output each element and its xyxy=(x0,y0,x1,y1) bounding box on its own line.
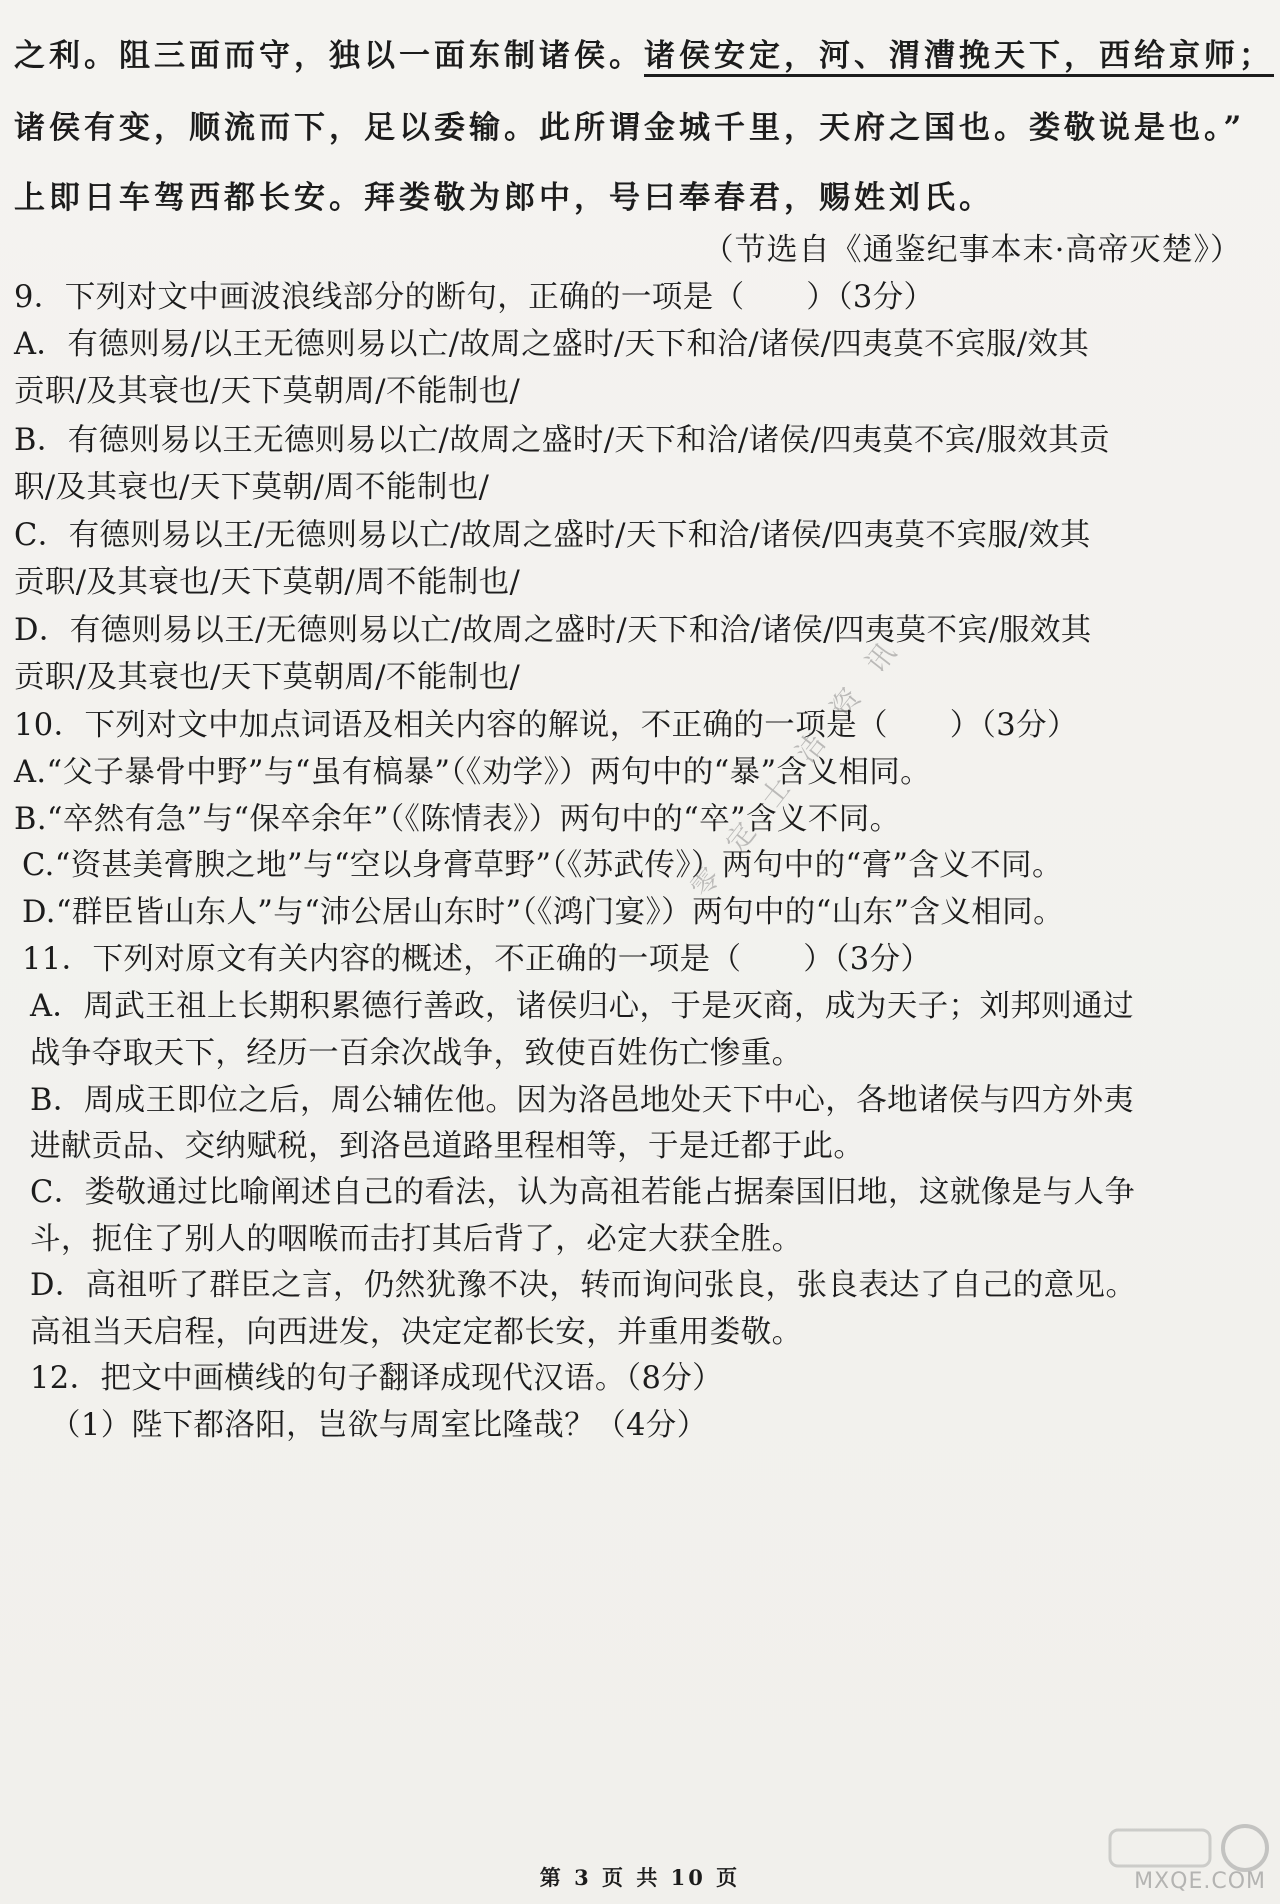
q11-option-b-line-1: B．周成王即位之后，周公辅佐他。因为洛邑地处天下中心，各地诸侯与四方外夷 xyxy=(30,1083,1135,1118)
q11-stem: 11．下列对原文有关内容的概述，不正确的一项是（ ）（3分） xyxy=(22,942,932,977)
q9-option-a-line-1: A．有德则易/以王无德则易以亡/故周之盛时/天下和洽/诸侯/四夷莫不宾服/效其 xyxy=(14,327,1090,362)
q10-option-c: C.“资甚美膏腴之地”与“空以身膏草野”（《苏武传》）两句中的“膏”含义不同。 xyxy=(22,848,1063,883)
q12-sub-1: （1）陛下都洛阳，岂欲与周室比隆哉？（4分） xyxy=(50,1408,708,1443)
q11-option-b-line-2: 进献贡品、交纳赋税，到洛邑道路里程相等，于是迁都于此。 xyxy=(30,1129,865,1164)
q11-option-d-line-1: D．高祖听了群臣之言，仍然犹豫不决，转而询问张良，张良表达了自己的意见。 xyxy=(30,1268,1137,1303)
q11-option-c-line-2: 斗，扼住了别人的咽喉而击打其后背了，必定大获全胜。 xyxy=(30,1222,803,1257)
q9-option-d-line-1: D．有德则易以王/无德则易以亡/故周之盛时/天下和洽/诸侯/四夷莫不宾/服效其 xyxy=(14,613,1092,648)
passage-line-3: 上即日车驾西都长安。拜娄敬为郎中，号曰奉春君，赐姓刘氏。 xyxy=(14,180,994,216)
q9-stem: 9．下列对文中画波浪线部分的断句，正确的一项是（ ）（3分） xyxy=(14,280,935,315)
q10-option-d: D.“群臣皆山东人”与“沛公居山东时”（《鸿门宴》）两句中的“山东”含义相同。 xyxy=(22,895,1064,930)
passage-line-1 xyxy=(14,36,1274,76)
q9-option-d-line-2: 贡职/及其衰也/天下莫朝周/不能制也/ xyxy=(14,660,521,695)
passage-line-2: 诸侯有变，顺流而下，足以委输。此所谓金城千里，天府之国也。娄敬说是也。” xyxy=(14,110,1246,146)
passage-line-1-underlined: 诸侯安定，河、渭漕挽天下，西给京师； xyxy=(644,38,1274,74)
q9-option-b-line-1: B．有德则易以王无德则易以亡/故周之盛时/天下和洽/诸侯/四夷莫不宾/服效其贡 xyxy=(14,423,1110,458)
q11-option-a-line-2: 战争夺取天下，经历一百余次战争，致使百姓伤亡惨重。 xyxy=(30,1036,803,1071)
q11-option-c-line-1: C．娄敬通过比喻阐述自己的看法，认为高祖若能占据秦国旧地，这就像是与人争 xyxy=(30,1175,1136,1210)
q11-option-d-line-2: 高祖当天启程，向西进发，决定定都长安，并重用娄敬。 xyxy=(30,1315,803,1350)
passage-line-1-plain: 之利。阻三面而守，独以一面东制诸侯。 xyxy=(14,38,644,74)
page-footer: 第 3 页 共 10 页 xyxy=(539,1865,741,1890)
q12-stem: 12．把文中画横线的句子翻译成现代汉语。（8分） xyxy=(30,1361,724,1396)
q11-option-a-line-1: A．周武王祖上长期积累德行善政，诸侯归心，于是灭商，成为天子；刘邦则通过 xyxy=(30,989,1134,1024)
q9-option-b-line-2: 职/及其衰也/天下莫朝/周不能制也/ xyxy=(14,470,490,505)
q10-option-a: A.“父子暴骨中野”与“虽有槁暴”（《劝学》）两句中的“暴”含义相同。 xyxy=(14,755,932,790)
q10-stem: 10．下列对文中加点词语及相关内容的解说，不正确的一项是（ ）（3分） xyxy=(14,708,1078,743)
q9-option-c-line-2: 贡职/及其衰也/天下莫朝/周不能制也/ xyxy=(14,565,521,600)
q9-option-c-line-1: C．有德则易以王/无德则易以亡/故周之盛时/天下和洽/诸侯/四夷莫不宾服/效其 xyxy=(14,518,1091,553)
q10-option-b: B.“卒然有急”与“保卒余年”（《陈情表》）两句中的“卒”含义不同。 xyxy=(14,802,901,837)
watermark-text: 零 定 士 洁 资 讯 xyxy=(683,628,909,904)
site-logo-text: MXQE.COM xyxy=(1134,1869,1266,1894)
passage-source: （节选自《通鉴纪事本末·高帝灭楚》） xyxy=(702,232,1242,268)
q9-option-a-line-2: 贡职/及其衰也/天下莫朝周/不能制也/ xyxy=(14,374,521,409)
